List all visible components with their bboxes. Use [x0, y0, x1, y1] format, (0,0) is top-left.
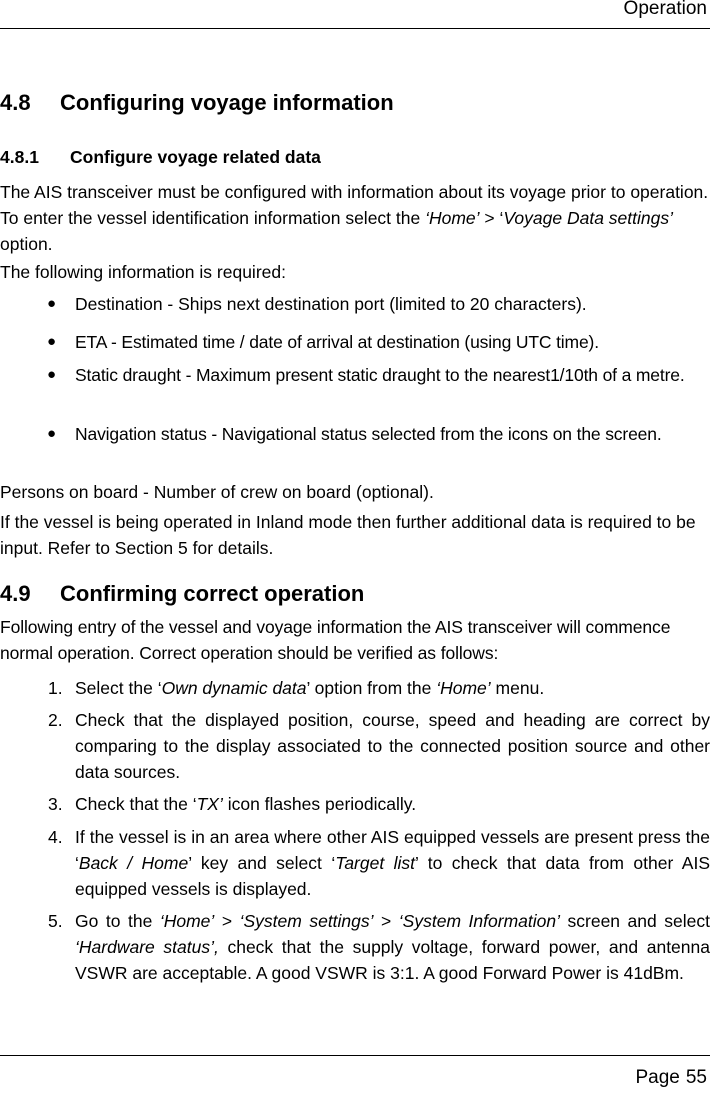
step-text: menu. [490, 678, 545, 698]
step-item-4 [75, 824, 710, 902]
required-intro: The following information is required: [0, 262, 286, 282]
section-heading-4-9 [0, 581, 364, 607]
voyage-settings-ref: Voyage Data settings’ [503, 208, 673, 228]
step-text: Check that the ‘ [75, 794, 197, 814]
running-header: Operation [623, 0, 707, 19]
step-item-5 [75, 908, 710, 986]
page-footer [635, 1067, 707, 1089]
footer-rule [0, 1055, 710, 1056]
target-list-ref: Target list [335, 853, 416, 873]
home-menu-ref: ‘Home’ [436, 678, 491, 698]
step-number: 4. [48, 827, 63, 847]
step-item-3 [75, 791, 710, 817]
list-item: Navigation status - Navigational status selected from the icons on the screen. [75, 424, 662, 444]
bullet-icon: ● [47, 333, 57, 350]
section-number: 4.9 [0, 581, 31, 606]
home-menu-ref: ‘Home’ [159, 911, 215, 931]
step-item-1 [75, 675, 710, 701]
intro-text: option. [0, 234, 53, 254]
step-text: icon flashes periodically. [222, 794, 417, 814]
system-information-ref: ‘System Information’ [398, 911, 560, 931]
step-number: 2. [48, 710, 63, 730]
list-item: Static draught - Maximum present static draught to the nearest1/10th of a metre. [75, 365, 685, 385]
intro-text: The AIS transceiver must be configured with information about its voyage prior to operation. To enter the vessel identification information select the [0, 182, 709, 228]
page-label: Page [635, 1067, 680, 1088]
subsection-title: Configure voyage related data [70, 147, 321, 167]
step-text: Go to the [75, 911, 160, 931]
system-settings-ref: ‘System settings’ [239, 911, 374, 931]
bullet-icon: ● [47, 366, 57, 383]
list-item: ETA - Estimated time / date of arrival at destination (using UTC time). [75, 332, 599, 352]
hardware-status-ref: ‘Hardware status’, [75, 937, 219, 957]
bullet-icon: ● [47, 295, 57, 312]
section-heading-4-8 [0, 90, 394, 116]
step-number: 5. [48, 911, 63, 931]
subsection-heading-4-8-1 [0, 147, 321, 168]
home-menu-ref: ‘Home’ [425, 208, 480, 228]
section-number: 4.8 [0, 90, 31, 115]
subsection-number: 4.8.1 [0, 147, 39, 167]
bullet-icon: ● [47, 425, 57, 442]
tx-icon-ref: TX’ [196, 794, 223, 814]
step-item-2: Check that the displayed position, course, speed and heading are correct by comparing to the display associated to the connected position source and other data sources. [75, 710, 710, 782]
step-text: > [373, 911, 399, 931]
header-rule [0, 28, 710, 29]
intro-paragraph [0, 179, 710, 257]
step-text: ’ key and select ‘ [188, 853, 336, 873]
page-number: 55 [685, 1067, 707, 1088]
own-dynamic-data-ref: Own dynamic data [161, 678, 307, 698]
step-text: If the vessel is in an area where other AIS equipped vessels are present press the ‘ [75, 827, 710, 873]
step-text: screen and select [559, 911, 710, 931]
step-text: > [214, 911, 240, 931]
step-number: 3. [48, 794, 63, 814]
section-title: Configuring voyage information [60, 90, 394, 115]
intro-text: > ‘ [479, 208, 504, 228]
step-number: 1. [48, 678, 63, 698]
list-item: Destination - Ships next destination port (limited to 20 characters). [75, 294, 587, 314]
inland-paragraph: If the vessel is being operated in Inland mode then further additional data is required to be input. Refer to Section 5 for details. [0, 512, 696, 558]
step-text: ’ option from the [306, 678, 437, 698]
back-home-key-ref: Back / Home [78, 853, 189, 873]
step-text: check that the supply voltage, forward power, and antenna VSWR are acceptable. A good VSWR is 3:1. A good Forward Power is 41dBm. [75, 937, 710, 983]
step-text: Select the ‘ [75, 678, 162, 698]
persons-on-board: Persons on board - Number of crew on board (optional). [0, 482, 434, 502]
step-text: ’ to check that data from other AIS equipped vessels is displayed. [75, 853, 710, 899]
confirm-intro: Following entry of the vessel and voyage information the AIS transceiver will commence normal operation. Correct operation should be verified as follows: [0, 617, 671, 663]
section-title: Confirming correct operation [60, 581, 365, 606]
